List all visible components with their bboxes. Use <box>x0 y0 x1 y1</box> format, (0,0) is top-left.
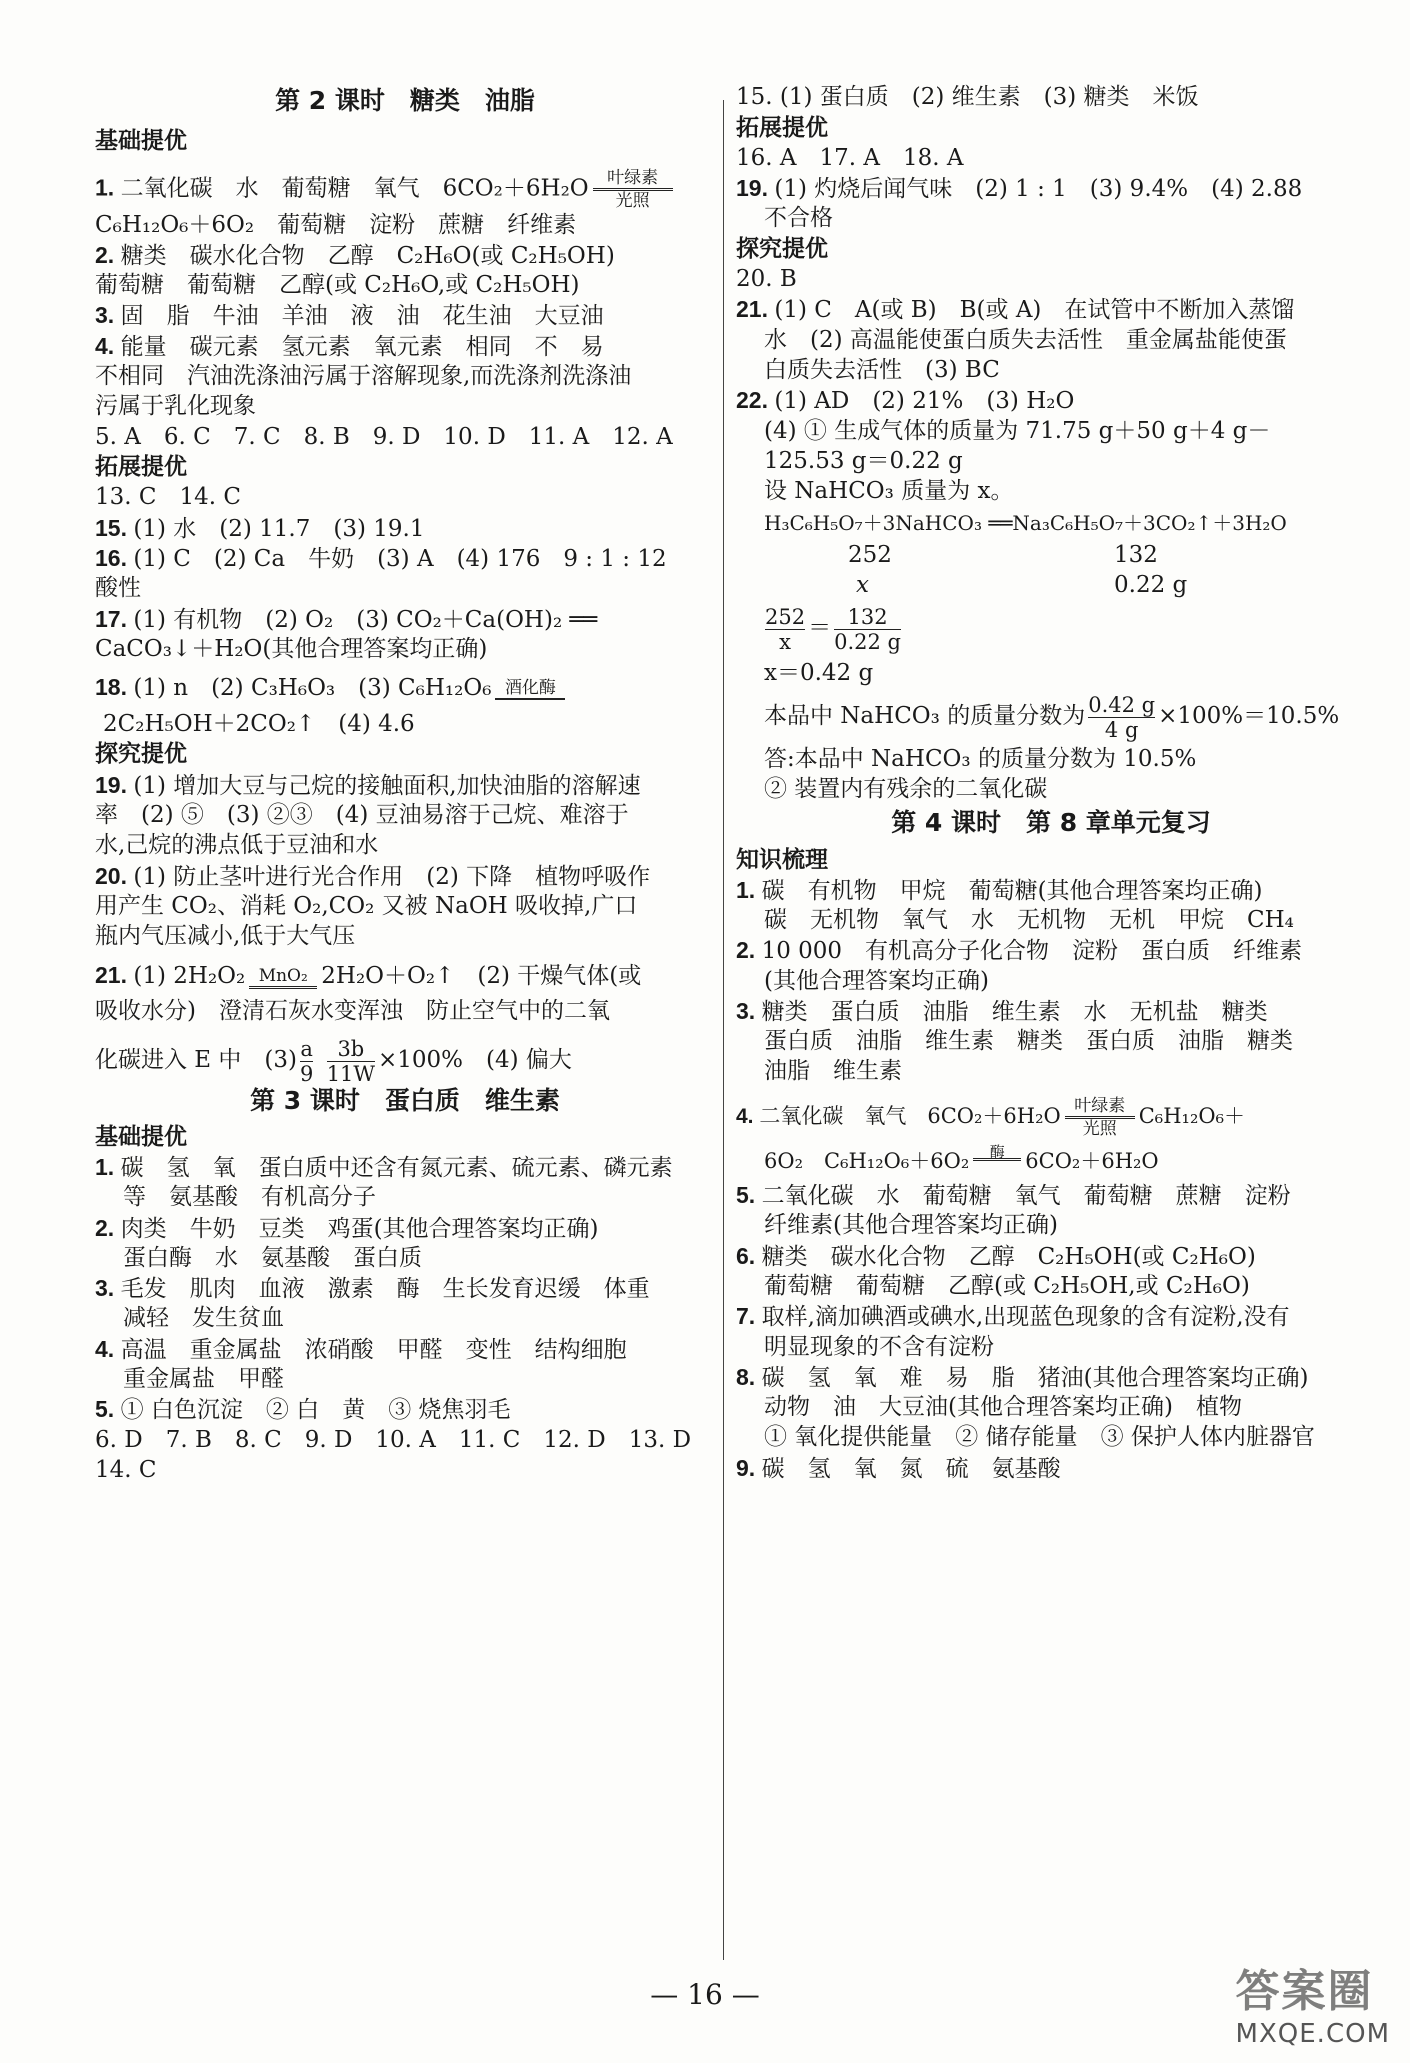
unknown-x: x <box>856 572 869 598</box>
molar-mass: 252 <box>848 542 892 568</box>
answer-p1: 1. 碳 氢 氧 蛋白质中还含有氮元素、硫元素、磷元素 <box>95 1154 673 1181</box>
answer-k3-cont: 油脂 维生素 <box>764 1058 902 1084</box>
answer-r22-cont: 设 NaHCO₃ 质量为 x。 <box>764 478 1014 504</box>
answer-2-cont: 葡萄糖 葡萄糖 乙醇(或 C₂H₆O,或 C₂H₅OH) <box>95 272 580 298</box>
answer-4: 4. 能量 碳元素 氢元素 氧元素 相同 不 易 <box>95 333 604 360</box>
answers-5-12: 5. A 6. C 7. C 8. B 9. D 10. D 11. A 12. A <box>95 424 673 450</box>
section-title: 第 4 课时 第 8 章单元复习 <box>891 808 1211 837</box>
answer-16-cont: 酸性 <box>95 575 141 601</box>
answer-p4-cont: 重金属盐 甲醛 <box>123 1366 284 1392</box>
answer-p2: 2. 肉类 牛奶 豆类 鸡蛋(其他合理答案均正确) <box>95 1215 599 1242</box>
answer-k3: 3. 糖类 蛋白质 油脂 维生素 水 无机盐 糖类 <box>736 998 1268 1025</box>
section-title: 第 3 课时 蛋白质 维生素 <box>250 1086 560 1115</box>
answer-r19: 19. (1) 灼烧后闻气味 (2) 1 : 1 (3) 9.4% (4) 2.88 <box>736 175 1303 202</box>
answers-13-14: 13. C 14. C <box>95 484 241 510</box>
answer-20: 20. (1) 防止茎叶进行光合作用 (2) 下降 植物呼吸作 <box>95 863 651 890</box>
answer-r22-cont: 答:本品中 NaHCO₃ 的质量分数为 10.5% <box>764 746 1197 772</box>
answer-17-cont: CaCO₃↓＋H₂O(其他合理答案均正确) <box>95 636 488 662</box>
subsection-heading: 探究提优 <box>95 741 187 767</box>
answer-k8: 8. 碳 氢 氧 难 易 脂 猪油(其他合理答案均正确) <box>736 1364 1309 1391</box>
answer-r22-cont: 本品中 NaHCO₃ 的质量分数为 $\frac{0.42 g}{4 g}$ ×100%＝10.5% <box>764 692 1340 742</box>
answer-r21-cont: 水 (2) 高温能使蛋白质失去活性 重金属盐能使蛋 <box>764 327 1287 353</box>
answer-18: 18. (1) n (2) C₃H₆O₃ (3) C₆H₁₂O₆ 酒化酶 <box>95 672 569 703</box>
answer-p1-cont: 等 氨基酸 有机高分子 <box>123 1184 376 1210</box>
fraction: $\frac{132}{0.22 g}$ <box>834 604 901 654</box>
answer-k2: 2. 10 000 有机高分子化合物 淀粉 蛋白质 纤维素 <box>736 937 1303 964</box>
answer-k6-cont: 葡萄糖 葡萄糖 乙醇(或 C₂H₅OH,或 C₂H₆O) <box>764 1273 1250 1299</box>
answer-20-cont: 瓶内气压减小,低于大气压 <box>95 923 356 949</box>
answer-20-cont: 用产生 CO₂、消耗 O₂,CO₂ 又被 NaOH 吸收掉,广口 <box>95 893 638 919</box>
answer-r20: 20. B <box>736 266 797 292</box>
answer-r22: 22. (1) AD (2) 21% (3) H₂O <box>736 387 1075 414</box>
answer-19-cont: 水,己烷的沸点低于豆油和水 <box>95 832 379 858</box>
answer-17: 17. (1) 有机物 (2) O₂ (3) CO₂＋Ca(OH)₂ ══ <box>95 606 598 633</box>
subsection-heading: 探究提优 <box>736 236 828 262</box>
answer-p3-cont: 减轻 发生贫血 <box>123 1305 284 1331</box>
answer-k4-cont: 6O₂ C₆H₁₂O₆＋6O₂ 酶 6CO₂＋6H₂O <box>764 1143 1159 1173</box>
answer-p4: 4. 高温 重金属盐 浓硝酸 甲醛 变性 结构细胞 <box>95 1336 627 1363</box>
fraction: $\frac{0.42 g}{4 g}$ <box>1088 692 1156 742</box>
subsection-heading: 拓展提优 <box>95 454 187 480</box>
answer-21: 21. (1) 2H₂O₂ MnO₂ 2H₂O＋O₂↑ (2) 干燥气体(或 <box>95 962 642 989</box>
answer-k3-cont: 蛋白质 油脂 维生素 糖类 蛋白质 油脂 糖类 <box>764 1028 1293 1054</box>
answer-k5-cont: 纤维素(其他合理答案均正确) <box>764 1212 1058 1238</box>
answer-r22-cont: x＝0.42 g <box>764 660 874 686</box>
answer-p3: 3. 毛发 肌肉 血液 激素 酶 生长发育迟缓 体重 <box>95 1275 650 1302</box>
fraction: $\frac{a}{9}$ <box>300 1036 314 1086</box>
watermark-url: MXQE.COM <box>1235 2019 1390 2049</box>
answer-2: 2. 糖类 碳水化合物 乙醇 C₂H₆O(或 C₂H₅OH) <box>95 242 615 269</box>
answer-15: 15. (1) 水 (2) 11.7 (3) 19.1 <box>95 515 425 542</box>
answer-k6: 6. 糖类 碳水化合物 乙醇 C₂H₅OH(或 C₂H₆O) <box>736 1243 1256 1270</box>
answer-k2-cont: (其他合理答案均正确) <box>764 968 989 994</box>
answer-19-cont: 率 (2) ⑤ (3) ②③ (4) 豆油易溶于己烷、难溶于 <box>95 802 629 828</box>
page-number: — 16 — <box>650 1978 760 2011</box>
chemical-equation: H₃C₆H₅O₇＋3NaHCO₃ ══Na₃C₆H₅O₇＋3CO₂↑＋3H₂O <box>764 511 1287 535</box>
answer-r19-cont: 不合格 <box>764 205 833 231</box>
fraction: $\frac{3b}{11W}$ <box>326 1036 375 1086</box>
column-divider <box>723 100 724 1960</box>
mass-value: 0.22 g <box>1114 572 1188 598</box>
molar-mass: 132 <box>1114 542 1158 568</box>
proportion: $\frac{252}{x}$ ＝ $\frac{132}{0.22 g}$ <box>765 604 901 654</box>
answer-p2-cont: 蛋白酶 水 氨基酸 蛋白质 <box>123 1245 422 1271</box>
answer-18-cont: 2C₂H₅OH＋2CO₂↑ (4) 4.6 <box>103 711 415 737</box>
subsection-heading: 拓展提优 <box>736 115 828 141</box>
answer-r21-cont: 白质失去活性 (3) BC <box>764 357 1000 383</box>
answer-k1-cont: 碳 无机物 氧气 水 无机物 无机 甲烷 CH₄ <box>764 907 1294 933</box>
answer-r22-cont: ② 装置内有残余的二氧化碳 <box>764 776 1048 802</box>
subsection-heading: 基础提优 <box>95 1124 187 1150</box>
answer-p14: 14. C <box>95 1457 157 1483</box>
answer-19: 19. (1) 增加大豆与己烷的接触面积,加快油脂的溶解速 <box>95 772 641 799</box>
answers-p6-13: 6. D 7. B 8. C 9. D 10. A 11. C 12. D 13. D <box>95 1427 692 1453</box>
answer-1: 1. 二氧化碳 水 葡萄糖 氧气 6CO₂＋6H₂O 叶绿素 光照 <box>95 168 677 211</box>
watermark-logo: 答案圈 <box>1235 1966 1374 2017</box>
answer-4-cont: 污属于乳化现象 <box>95 393 256 419</box>
answer-1-cont: C₆H₁₂O₆＋6O₂ 葡萄糖 淀粉 蔗糖 纤维素 <box>95 212 577 238</box>
answer-3: 3. 固 脂 牛油 羊油 液 油 花生油 大豆油 <box>95 302 604 329</box>
answer-k7: 7. 取样,滴加碘酒或碘水,出现蓝色现象的含有淀粉,没有 <box>736 1303 1290 1330</box>
answer-p5: 5. ① 白色沉淀 ② 白 黄 ③ 烧焦羽毛 <box>95 1396 511 1423</box>
answer-r22-cont: 125.53 g＝0.22 g <box>764 448 963 474</box>
subsection-heading: 知识梳理 <box>736 847 828 873</box>
answer-k5: 5. 二氧化碳 水 葡萄糖 氧气 葡萄糖 蔗糖 淀粉 <box>736 1182 1291 1209</box>
answer-k1: 1. 碳 有机物 甲烷 葡萄糖(其他合理答案均正确) <box>736 877 1263 904</box>
watermark <box>1236 1955 1390 2049</box>
answer-4-cont: 不相同 汽油洗涤油污属于溶解现象,而洗涤剂洗涤油 <box>95 363 632 389</box>
section-title: 第 2 课时 糖类 油脂 <box>275 86 535 115</box>
answer-21-cont: 吸收水分) 澄清石灰水变浑浊 防止空气中的二氧 <box>95 998 610 1024</box>
answer-k8-cont: ① 氧化提供能量 ② 储存能量 ③ 保护人体内脏器官 <box>764 1424 1315 1450</box>
answer-r21: 21. (1) C A(或 B) B(或 A) 在试管中不断加入蒸馏 <box>736 296 1295 323</box>
answer-16: 16. (1) C (2) Ca 牛奶 (3) A (4) 176 9 : 1 : 12 <box>95 545 667 572</box>
answer-21-cont: 化碳进入 E 中 (3) $\frac{a}{9}$ $\frac{3b}{11W}$ ×100% (4) 偏大 <box>95 1036 572 1086</box>
answer-k9: 9. 碳 氢 氧 氮 硫 氨基酸 <box>736 1455 1061 1482</box>
answer-r22-cont: (4) ① 生成气体的质量为 71.75 g＋50 g＋4 g－ <box>764 418 1271 444</box>
answers-r16-18: 16. A 17. A 18. A <box>736 145 964 171</box>
answer-k4: 4. 二氧化碳 氧气 6CO₂＋6H₂O 叶绿素 光照 C₆H₁₂O₆＋ <box>736 1096 1246 1139</box>
subsection-heading: 基础提优 <box>95 128 187 154</box>
answer-k8-cont: 动物 油 大豆油(其他合理答案均正确) 植物 <box>764 1394 1242 1420</box>
fraction: $\frac{252}{x}$ <box>765 604 806 654</box>
answer-k7-cont: 明显现象的不含有淀粉 <box>764 1334 994 1360</box>
answer-r15: 15. (1) 蛋白质 (2) 维生素 (3) 糖类 米饭 <box>736 84 1199 110</box>
